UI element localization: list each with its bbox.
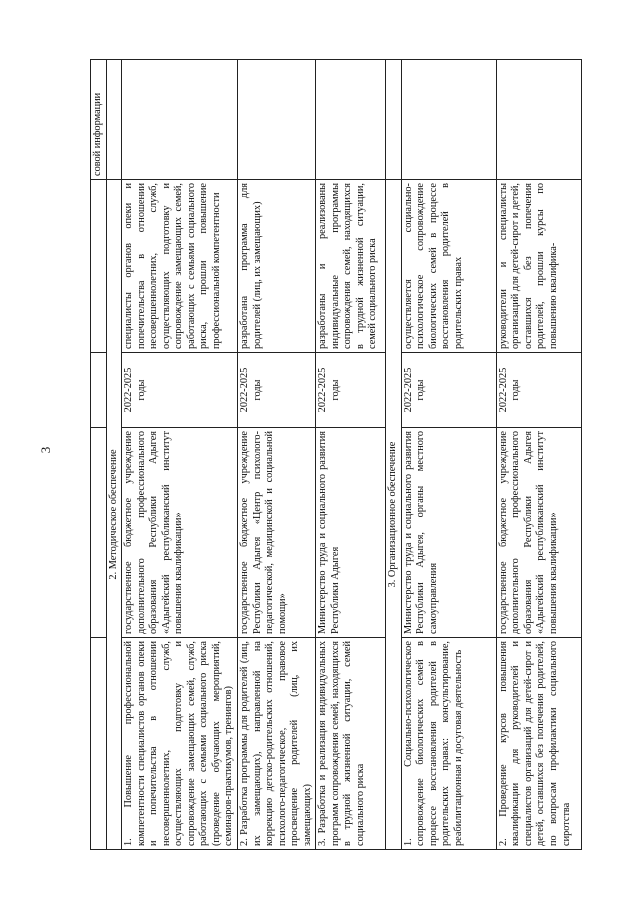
measure-cell: 2. Проведение курсов повышения квалификации для руководителей и специалистов организаций для детей-сирот и детей, оставшихся без попечения родителей, по вопросам профилактики социального сиротства [496, 638, 581, 850]
measure-cell: 1. Повышение профессиональной компетентности специалистов органов опеки и попечительства в отношении несовершеннолетних, служб, осуществляющих подготовку и сопровождение замещающих семей, служб, работающих с семьями социального риска (проведение обучающих мероприятий, семинаров-практикумов, тренингов) [122, 638, 238, 850]
table-row [401, 60, 496, 850]
executor-cell: Министерство труда и социального развития Республики Адыгея, органы местного самоуправления [401, 428, 496, 638]
measure-cell: 2. Разработка программы для родителей (лиц, их замещающих), направленной на коррекцию детско-родительских отношений, психолого-педагогическое, правовое просвещение родителей (лиц, их замещающих) [238, 638, 316, 850]
table-row [316, 60, 386, 850]
executor-cell: Министерство труда и социального развития Республики Адыгея [316, 428, 386, 638]
result-cell: специалисты органов опеки и попечительства в отношении несовершеннолетних, служб, осуществляющих подготовку и сопровождение замещающих семей, работающих с семьями социального риска, прошли повышение профессиональной компетентности [122, 180, 238, 353]
period-cell: 2022-2025 годы [238, 353, 316, 428]
continuation-row [91, 60, 107, 850]
period-cell: 2022-2025 годы [401, 353, 496, 428]
plan-table [90, 59, 582, 850]
section-title: 2. Методическое обеспечение [106, 180, 122, 850]
page-number: 3 [38, 446, 53, 454]
measure-cell: 3. Разработка и реализация индивидуальных программ сопровождения семей, находящихся в трудной жизненной ситуации, семей социального риска [316, 638, 386, 850]
result-cell: разработаны и реализованы индивидуальные программы сопровождения семей, находящихся в трудной жизненной ситуации, семей социального риска [316, 180, 386, 353]
result-cell: разработана программа для родителей (лиц, их замещающих) [238, 180, 316, 353]
period-cell: 2022-2025 годы [122, 353, 238, 428]
period-cell: 2022-2025 годы [496, 353, 581, 428]
section-header [386, 60, 402, 850]
table-row [238, 60, 316, 850]
result-cell: осуществляется социально-психологическое сопровождение биологических семей в процессе восстановления родителей в родительских правах [401, 180, 496, 353]
section-header [106, 60, 122, 850]
rotated-page-content [90, 60, 580, 850]
section-title: 3. Организационное обеспечение [386, 180, 402, 850]
table-row [122, 60, 238, 850]
period-cell: 2022-2025 годы [316, 353, 386, 428]
executor-cell: государственное бюджетное учреждение Республики Адыгея «Центр психолого-педагогической, медицинской и социальной помощи» [238, 428, 316, 638]
executor-cell: государственное бюджетное учреждение дополнительного профессионального образования Республики Адыгея «Адыгейский республиканский институт повышения квалификации» [496, 428, 581, 638]
executor-cell: государственное бюджетное учреждение дополнительного профессионального образования Республики Адыгея «Адыгейский республиканский институт повышения квалификации» [122, 428, 238, 638]
result-cell: руководители и специалисты организаций для детей-сирот и детей, оставшихся без попечения родителей, прошли курсы по повышению квалифика- [496, 180, 581, 353]
table-row [496, 60, 581, 850]
continuation-text: совой информации [91, 60, 107, 180]
measure-cell: 1. Социально-психологическое сопровождение биологических семей в процессе восстановления родителей в родительских правах: консультирование, реабилитационная и досуговая деятельность [401, 638, 496, 850]
